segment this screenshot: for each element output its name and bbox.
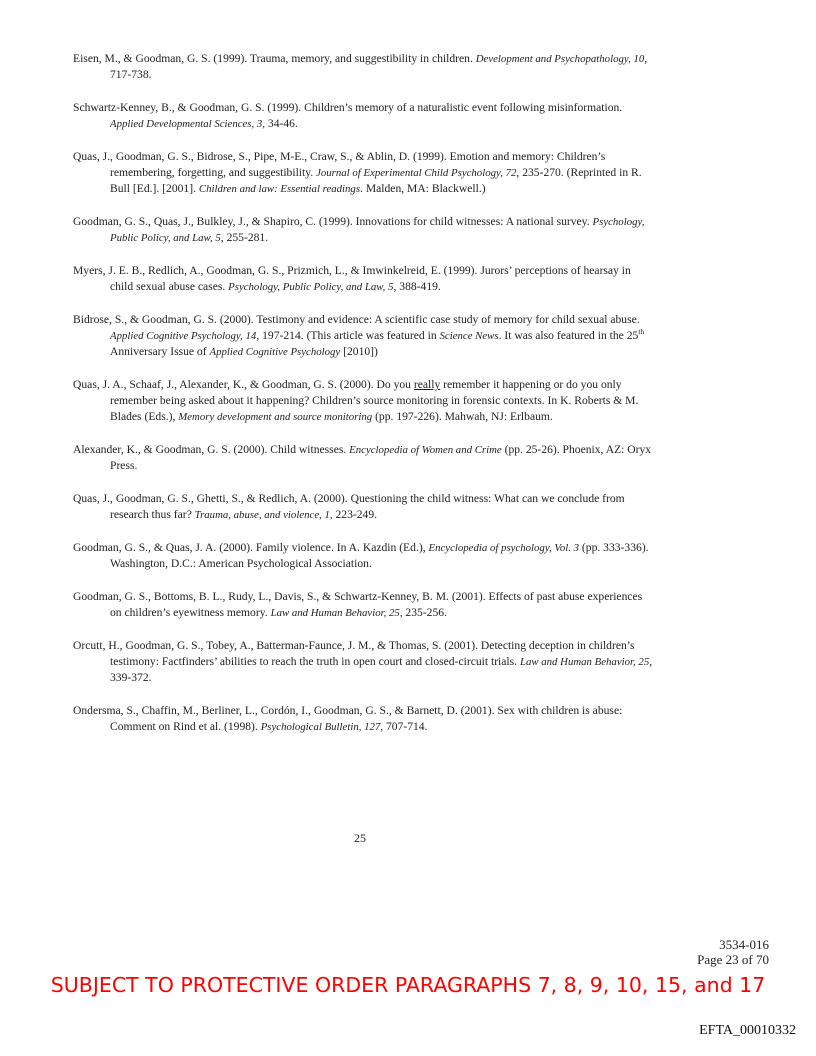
page-of-count: Page 23 of 70 [697, 952, 769, 967]
reference-source-title: Science News [439, 330, 499, 342]
reference-entry [73, 263, 653, 295]
reference-source-title: Encyclopedia of Women and Crime [349, 444, 502, 456]
reference-source-title: Development and Psychopathology, 10 [475, 53, 645, 65]
reference-entry [73, 638, 653, 686]
reference-source-title: Children and law: Essential readings [198, 183, 361, 195]
reference-text: Alexander, K., & Goodman, G. S. (2000). Child witnesses. [73, 443, 350, 456]
reference-source-title: Psychology, Public Policy, and Law, 5 [110, 216, 645, 244]
reference-text: [2010]) [340, 345, 378, 358]
reference-text: , 339-372. [110, 655, 653, 684]
reference-text: , 235-270. (Reprinted in R. Bull [Ed.]. [2001]. [110, 166, 642, 195]
reference-entry [73, 214, 653, 246]
reference-entry [73, 377, 653, 425]
reference-entry [73, 51, 653, 83]
reference-source-title: Applied Cognitive Psychology [209, 346, 341, 358]
reference-source-title: Applied Cognitive Psychology, 14 [110, 330, 257, 342]
reference-text: (pp. 333-336). Washington, D.C.: American Psychological Association. [110, 541, 649, 570]
reference-text: Goodman, G. S., & Quas, J. A. (2000). Family violence. In A. Kazdin (Ed.), [73, 541, 429, 554]
reference-text: Quas, J., Goodman, G. S., Ghetti, S., & Redlich, A. (2000). Questioning the child witness: What can we conclude from research thus far? [73, 492, 625, 521]
reference-text: 223-249. [332, 508, 378, 521]
reference-source-title: Law and Human Behavior, 25 [519, 656, 650, 668]
reference-source-title: Trauma, abuse, and violence, 1, [194, 509, 333, 521]
reference-source-title: Psychological Bulletin, 127, [260, 721, 384, 733]
reference-source-title: Journal of Experimental Child Psychology, 72 [316, 167, 517, 179]
reference-text: (pp. 197-226). Mahwah, NJ: Erlbaum. [372, 410, 553, 423]
reference-entry [73, 149, 653, 197]
reference-text: 235-256. [402, 606, 447, 619]
reference-list [73, 51, 653, 752]
reference-text: Eisen, M., & Goodman, G. S. (1999). Trauma, memory, and suggestibility in children. [73, 52, 476, 65]
reference-text: . Malden, MA: Blackwell.) [360, 182, 486, 195]
case-identifier [697, 937, 769, 967]
reference-text: , 255-281. [220, 231, 269, 244]
reference-text: 34-46. [265, 117, 298, 130]
reference-text: Myers, J. E. B., Redlich, A., Goodman, G. S., Prizmich, L., & Imwinkelreid, E. (1999). Jurors’ perceptions of hearsay in child sexual abuse cases. [73, 264, 631, 293]
reference-entry [73, 491, 653, 523]
reference-source-title: Psychology, Public Policy, and Law, 5 [228, 281, 394, 293]
reference-text: , 388-419. [393, 280, 441, 293]
reference-source-title: Law and Human Behavior, 25, [270, 607, 403, 619]
reference-text: , 197-214. (This article was featured in [256, 329, 440, 342]
reference-text: Schwartz-Kenney, B., & Goodman, G. S. (1999). Children’s memory of a naturalistic event following misinformation. [73, 101, 623, 114]
reference-text: . It was also featured in the 25 [498, 329, 639, 342]
reference-entry [73, 589, 653, 621]
reference-text: remember it happening or do you only remember being asked about it happening? Children’s source monitoring in forensic contexts. In K. Roberts & M. Blades (Eds.), [110, 378, 639, 423]
reference-text: Ondersma, S., Chaffin, M., Berliner, L., Cordón, I., Goodman, G. S., & Barnett, D. (2001). Sex with children is abuse: Comment on Rind et al. (1998). [73, 704, 623, 733]
reference-text: 707-714. [383, 720, 428, 733]
reference-entry [73, 100, 653, 132]
reference-source-title: Applied Developmental Sciences, 3, [110, 118, 265, 130]
reference-source-title: Memory development and source monitoring [178, 411, 373, 423]
bates-number: EFTA_00010332 [699, 1023, 796, 1038]
reference-text: th [638, 327, 645, 337]
reference-text: (pp. 25-26). Phoenix, AZ: Oryx Press. [110, 443, 652, 472]
reference-text: really [413, 378, 441, 391]
reference-text: , 717-738. [110, 52, 648, 81]
reference-text: Quas, J. A., Schaaf, J., Alexander, K., & Goodman, G. S. (2000). Do you [73, 378, 414, 391]
case-number: 3534-016 [719, 937, 769, 952]
reference-text: Quas, J., Goodman, G. S., Bidrose, S., Pipe, M-E., Craw, S., & Ablin, D. (1999). Emotion and memory: Children’s remembering, forgetting, and suggestibility. [73, 150, 606, 179]
reference-entry [73, 442, 653, 474]
reference-text: Bidrose, S., & Goodman, G. S. (2000). Testimony and evidence: A scientific case study of memory for child sexual abuse. [73, 313, 640, 326]
reference-text: Goodman, G. S., Bottoms, B. L., Rudy, L., Davis, S., & Schwartz-Kenney, B. M. (2001). Effects of past abuse experiences on children’s eyewitness memory. [73, 590, 643, 619]
reference-text: Anniversary Issue of [110, 345, 210, 358]
reference-entry [73, 703, 653, 735]
reference-entry [73, 540, 653, 572]
reference-text: Goodman, G. S., Quas, J., Bulkley, J., & Shapiro, C. (1999). Innovations for child witnesses: A national survey. [73, 215, 593, 228]
reference-text: Orcutt, H., Goodman, G. S., Tobey, A., Batterman-Faunce, J. M., & Thomas, S. (2001). Detecting deception in children’s testimony: Factfinders’ abilities to reach the truth in open court and closed-circuit trials. [73, 639, 635, 668]
reference-entry [73, 312, 653, 360]
page-number: 25 [354, 831, 366, 845]
protective-order-notice: SUBJECT TO PROTECTIVE ORDER PARAGRAPHS 7, 8, 9, 10, 15, and 17 [50, 973, 766, 997]
reference-source-title: Encyclopedia of psychology, Vol. 3 [428, 542, 580, 554]
